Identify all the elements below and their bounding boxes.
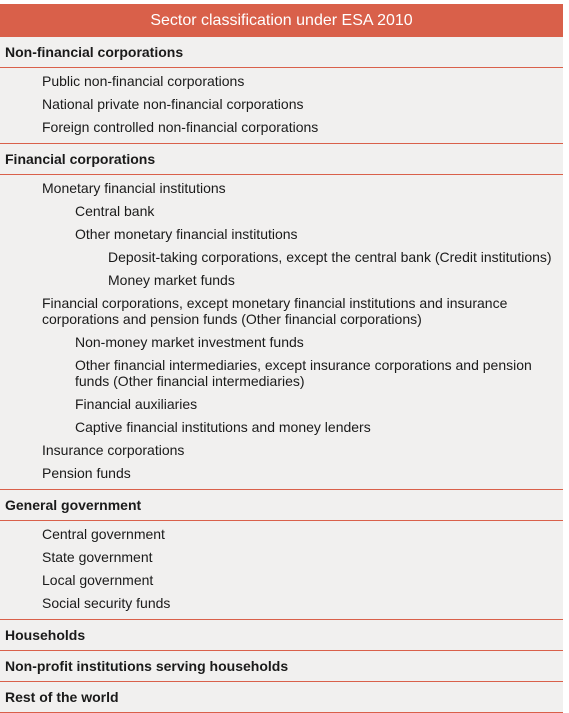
sector-non-profit-institutions: Non-profit institutions serving households bbox=[0, 651, 563, 682]
table-title: Sector classification under ESA 2010 bbox=[0, 4, 563, 37]
sector-classification-table bbox=[0, 4, 563, 713]
list-item: Deposit-taking corporations, except the central bank (Credit institutions) bbox=[108, 249, 552, 265]
list-item: Pension funds bbox=[42, 465, 131, 481]
sector-general-government-items bbox=[0, 521, 563, 620]
sector-non-financial-corporations-items bbox=[0, 68, 563, 144]
sector-rest-of-the-world: Rest of the world bbox=[0, 682, 563, 713]
list-item: Financial corporations, except monetary financial institutions and insurance corporations and pension funds (Other financial corporations) bbox=[42, 295, 508, 327]
list-item: Money market funds bbox=[108, 272, 235, 288]
list-item: Foreign controlled non-financial corporations bbox=[42, 119, 319, 135]
list-item: Local government bbox=[42, 572, 154, 588]
list-item: Captive financial institutions and money lenders bbox=[75, 419, 371, 435]
list-item: State government bbox=[42, 549, 153, 565]
list-item: Insurance corporations bbox=[42, 442, 185, 458]
list-item: Public non-financial corporations bbox=[42, 73, 245, 89]
list-item: Central government bbox=[42, 526, 165, 542]
list-item: Central bank bbox=[75, 203, 155, 219]
list-item: Social security funds bbox=[42, 595, 171, 611]
list-item: National private non-financial corporations bbox=[42, 96, 304, 112]
sector-financial-corporations-items bbox=[0, 175, 563, 490]
list-item: Other financial intermediaries, except insurance corporations and pension funds (Other financial intermediaries) bbox=[75, 357, 532, 389]
list-item: Monetary financial institutions bbox=[42, 180, 226, 196]
sector-non-financial-corporations: Non-financial corporations bbox=[0, 37, 563, 68]
list-item: Non-money market investment funds bbox=[75, 334, 304, 350]
sector-households: Households bbox=[0, 620, 563, 651]
list-item: Other monetary financial institutions bbox=[75, 226, 298, 242]
sector-general-government: General government bbox=[0, 490, 563, 521]
list-item: Financial auxiliaries bbox=[75, 396, 198, 412]
sector-financial-corporations: Financial corporations bbox=[0, 144, 563, 175]
